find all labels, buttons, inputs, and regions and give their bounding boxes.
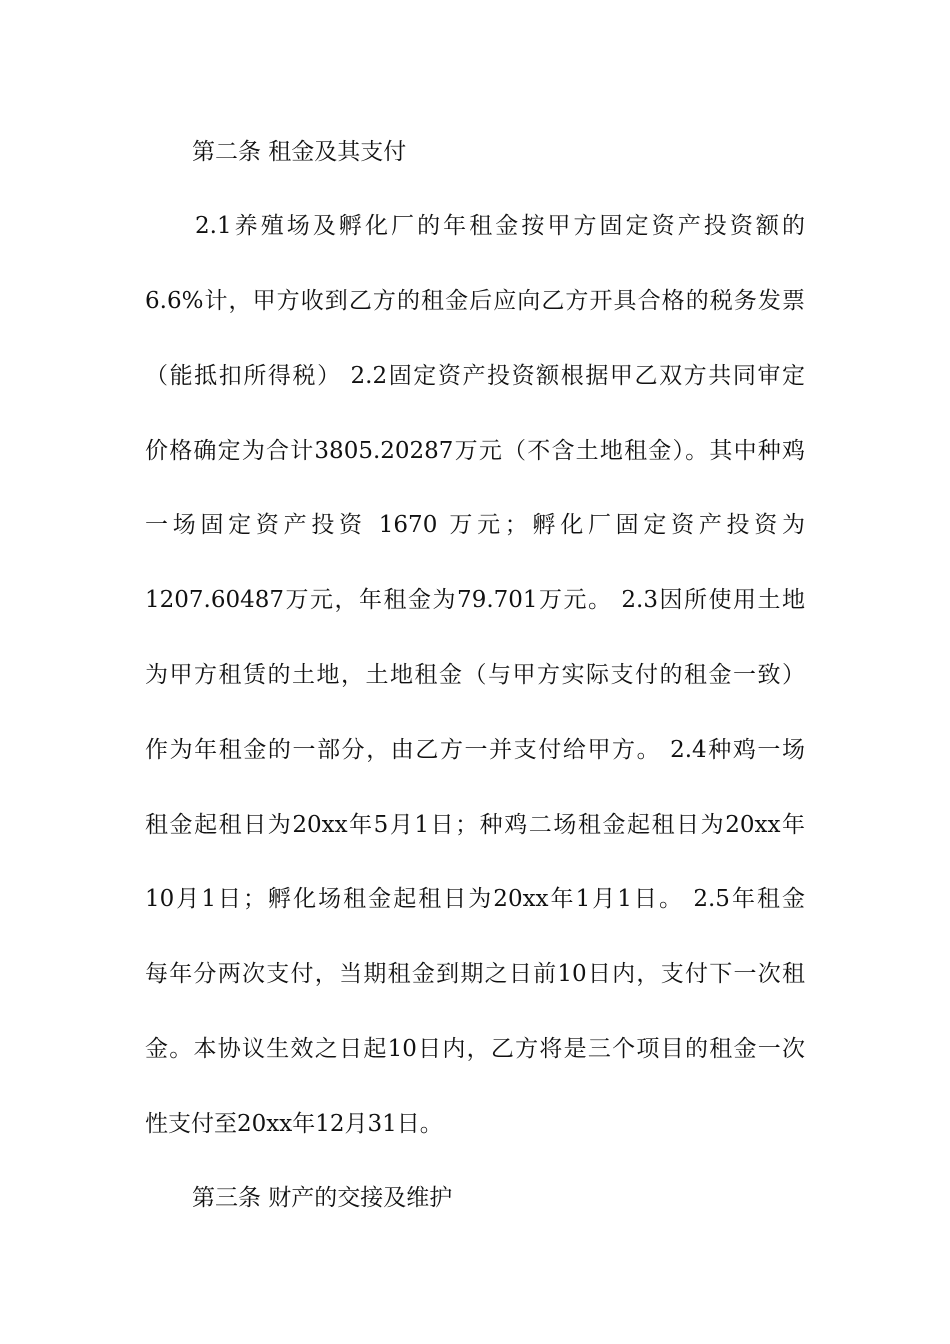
paragraph-line: 一场固定资产投资 1670 万元；孵化厂固定资产投资为 [145, 512, 805, 538]
paragraph-line: 1207.60487万元，年租金为79.701万元。 2.3因所使用土地 [145, 587, 805, 613]
paragraph-line: 金。本协议生效之日起10日内，乙方将是三个项目的租金一次 [145, 1036, 805, 1062]
paragraph-line: 6.6%计，甲方收到乙方的租金后应向乙方开具合格的税务发票 [145, 288, 805, 314]
paragraph-line: 性支付至20xx年12月31日。 [145, 1111, 443, 1137]
article-3-heading: 第三条 财产的交接及维护 [192, 1185, 453, 1211]
article-2-heading: 第二条 租金及其支付 [192, 139, 407, 165]
paragraph-line: 价格确定为合计3805.20287万元（不含土地租金）。其中种鸡 [145, 438, 805, 464]
paragraph-line: 2.1养殖场及孵化厂的年租金按甲方固定资产投资额的 [195, 213, 805, 239]
paragraph-line: 每年分两次支付，当期租金到期之日前10日内，支付下一次租 [145, 961, 805, 987]
paragraph-line: 作为年租金的一部分，由乙方一并支付给甲方。 2.4种鸡一场 [145, 737, 805, 763]
paragraph-line: 租金起租日为20xx年5月1日；种鸡二场租金起租日为20xx年 [145, 812, 805, 838]
paragraph-line: 为甲方租赁的土地，土地租金（与甲方实际支付的租金一致） [145, 662, 805, 688]
paragraph-line: （能抵扣所得税） 2.2固定资产投资额根据甲乙双方共同审定 [145, 363, 805, 389]
paragraph-line: 10月1日；孵化场租金起租日为20xx年1月1日。 2.5年租金 [145, 886, 805, 912]
